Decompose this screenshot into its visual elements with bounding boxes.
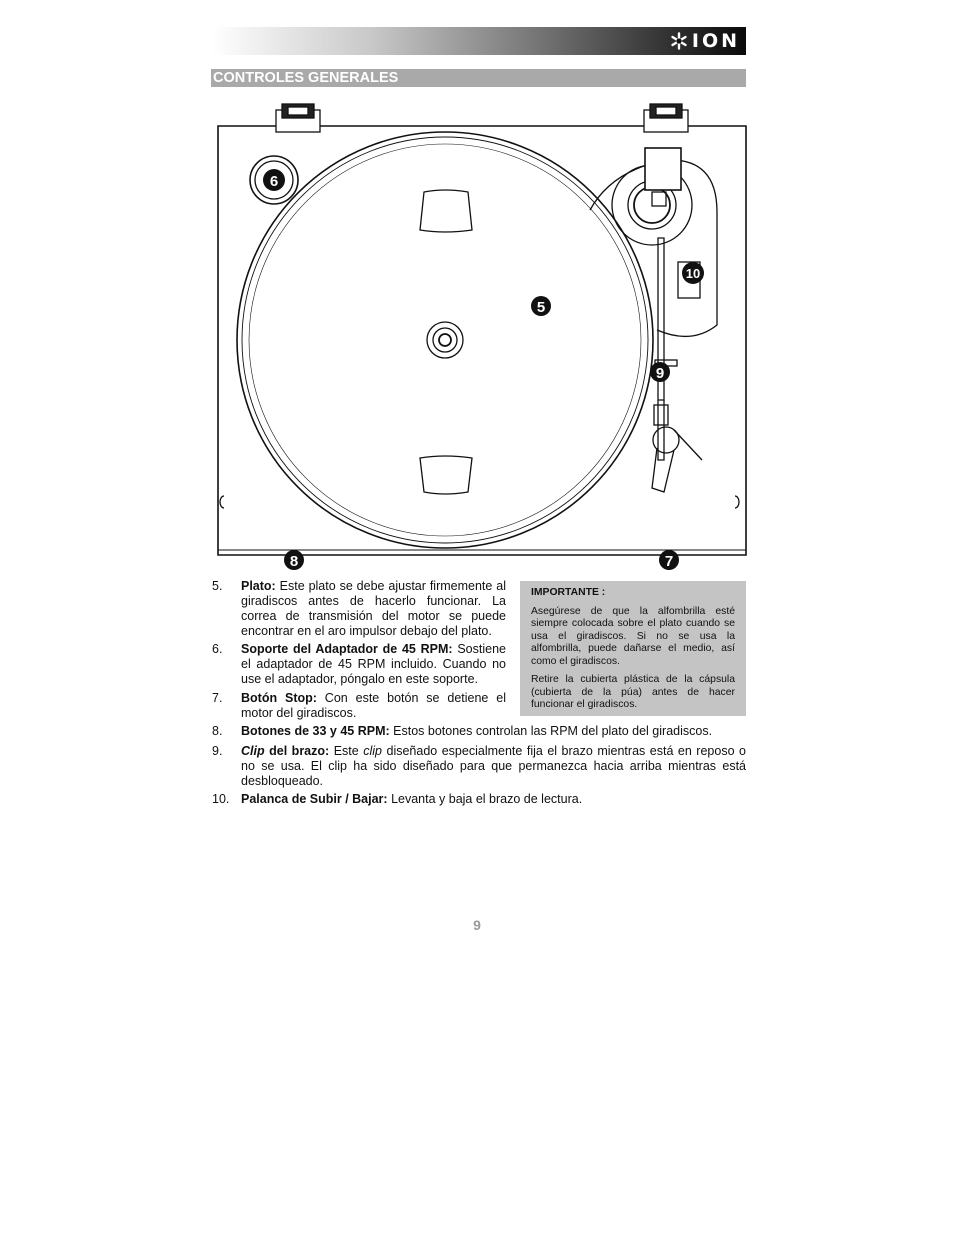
turntable-diagram: [212, 100, 752, 572]
callout-6: [263, 169, 285, 191]
item-text: Este plato se debe ajustar firmemente al giradiscos antes de hacerlo funcionar. La correa de transmisión del motor se puede encontrar en el aro impulsor debajo del plato.: [241, 579, 506, 638]
header-gradient-bar: [212, 27, 746, 55]
item-body: [241, 724, 746, 739]
item-term: del brazo:: [264, 744, 330, 758]
callout-9: [650, 362, 670, 382]
important-note-box: [520, 581, 746, 716]
item-body: [241, 579, 506, 639]
item-term: Botón Stop:: [241, 691, 317, 705]
item-body: [241, 744, 746, 789]
ion-star-icon: [670, 32, 688, 50]
item-body: [241, 691, 506, 721]
important-title: IMPORTANTE :: [531, 587, 606, 598]
item-number: 6.: [212, 642, 223, 656]
item-term-italic: Clip: [241, 744, 265, 758]
item-body: [241, 642, 506, 687]
item-text: Este: [329, 744, 364, 758]
item-number: 5.: [212, 579, 223, 593]
svg-text:8: 8: [289, 553, 299, 570]
callout-7: [659, 550, 679, 570]
hinge-left: [276, 104, 320, 132]
item-number: 8.: [212, 724, 223, 738]
important-paragraph: Retire la cubierta plástica de la cápsula (cubierta de la púa) antes de hacer funcionar el giradiscos.: [531, 674, 735, 710]
callout-5: [531, 296, 551, 316]
item-text-italic: clip: [363, 744, 382, 758]
item-number: 10.: [212, 792, 230, 806]
logo-text: ION: [691, 30, 740, 52]
item-number: 9.: [212, 744, 223, 758]
callout-10: [682, 262, 704, 284]
item-text: Estos botones controlan las RPM del plato del giradiscos.: [389, 724, 713, 738]
svg-text:5: 5: [536, 299, 546, 316]
important-paragraph: Asegúrese de que la alfombrilla esté siempre colocada sobre el plato cuando se usa el giradiscos. Si no se usa la alfombrilla, puede dañarse el medio, así como el giradiscos.: [531, 605, 735, 667]
item-term: Soporte del Adaptador de 45 RPM:: [241, 642, 453, 656]
item-term: Palanca de Subir / Bajar:: [241, 792, 388, 806]
item-body: [241, 792, 746, 807]
svg-text:6: 6: [269, 173, 279, 190]
section-title: CONTROLES GENERALES: [211, 69, 746, 87]
item-text: Con este botón se detiene el motor del giradiscos.: [241, 691, 506, 720]
ion-logo: [670, 30, 740, 52]
item-text: Levanta y baja el brazo de lectura.: [387, 792, 583, 806]
item-text: diseñado especialmente fija el brazo mientras está en reposo o no se usa. El clip ha sido diseñado para que permanezca hacia arriba mientras está desbloqueado.: [241, 744, 746, 788]
item-number: 7.: [212, 691, 223, 705]
svg-text:9: 9: [655, 365, 665, 382]
item-term: Plato:: [241, 579, 276, 593]
svg-text:10: 10: [685, 266, 701, 281]
item-term: Botones de 33 y 45 RPM:: [241, 724, 390, 738]
page-number: 9: [473, 917, 481, 933]
svg-text:7: 7: [664, 553, 674, 570]
item-text: Sostiene el adaptador de 45 RPM incluido. Cuando no use el adaptador, póngalo en este soporte.: [241, 642, 506, 686]
hinge-right: [644, 104, 688, 132]
callout-8: [284, 550, 304, 570]
